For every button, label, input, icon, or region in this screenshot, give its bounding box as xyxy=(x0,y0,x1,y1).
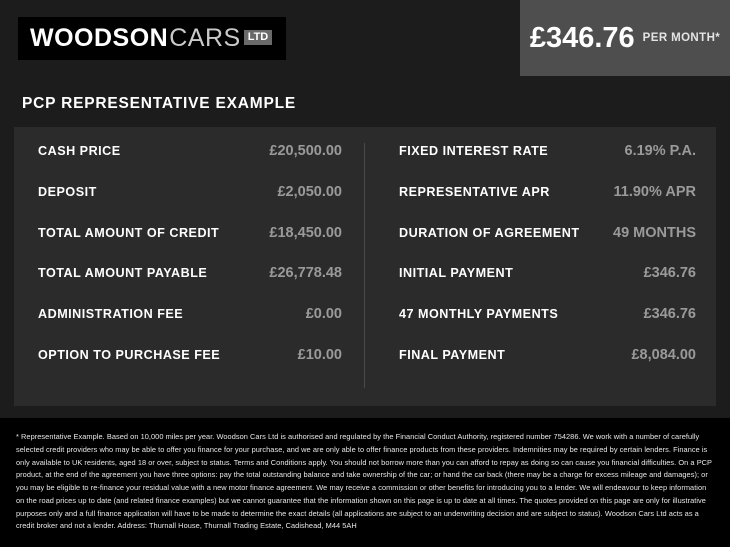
monthly-price-amount: £346.76 xyxy=(529,21,635,54)
page-header xyxy=(0,0,730,76)
row-label: TOTAL AMOUNT OF CREDIT xyxy=(38,225,220,240)
table-row xyxy=(26,225,350,266)
table-row xyxy=(387,225,704,266)
row-label: ADMINISTRATION FEE xyxy=(38,307,184,322)
row-label: DURATION OF AGREEMENT xyxy=(399,225,580,240)
row-value: £0.00 xyxy=(305,306,342,323)
page-title-bar xyxy=(0,76,730,127)
row-value: 6.19% P.A. xyxy=(624,143,696,159)
table-row xyxy=(26,265,350,306)
table-row xyxy=(26,184,350,225)
logo-text-primary: WOODSON xyxy=(30,23,169,52)
row-label: FINAL PAYMENT xyxy=(399,348,506,363)
table-row xyxy=(387,347,704,388)
row-value: £346.76 xyxy=(643,306,696,323)
row-value: £2,050.00 xyxy=(277,183,342,200)
table-row xyxy=(387,306,704,347)
brand-logo-area xyxy=(0,0,520,76)
row-value: 11.90% APR xyxy=(613,183,696,200)
row-label: DEPOSIT xyxy=(38,184,97,199)
row-value: £18,450.00 xyxy=(269,224,342,241)
logo-badge-ltd: LTD xyxy=(244,30,273,45)
table-row xyxy=(387,184,704,225)
logo-text-secondary: CARS xyxy=(169,23,241,52)
finance-details-left-column xyxy=(26,143,365,388)
monthly-price-unit: PER MONTH* xyxy=(642,32,721,44)
monthly-price-panel xyxy=(520,0,730,76)
table-row xyxy=(387,265,704,306)
row-value: 49 MONTHS xyxy=(613,224,696,241)
row-value: £8,084.00 xyxy=(631,347,696,364)
disclaimer-section xyxy=(0,418,730,547)
finance-details-right-column xyxy=(365,143,704,388)
row-label: REPRESENTATIVE APR xyxy=(399,184,550,199)
page-title: PCP REPRESENTATIVE EXAMPLE xyxy=(22,95,297,112)
row-label: INITIAL PAYMENT xyxy=(399,266,514,281)
table-row xyxy=(387,143,704,184)
row-label: FIXED INTEREST RATE xyxy=(399,144,549,158)
logo xyxy=(18,17,286,60)
table-row xyxy=(26,347,350,388)
table-row xyxy=(26,143,350,184)
row-label: 47 MONTHLY PAYMENTS xyxy=(399,307,559,322)
table-row xyxy=(26,306,350,347)
row-label: TOTAL AMOUNT PAYABLE xyxy=(38,266,208,281)
row-value: £20,500.00 xyxy=(269,143,342,159)
row-value: £10.00 xyxy=(297,347,342,364)
finance-details-panel xyxy=(14,127,716,406)
row-value: £26,778.48 xyxy=(269,265,342,282)
disclaimer-text: * Representative Example. Based on 10,000 miles per year. Woodson Cars Ltd is authorised and regulated by the Financial Conduct Authority, registered number 754286. We work with a number of carefully selected credit providers who may be able to offer you finance for your purchase, and we are only able to offer finance products from these providers. Indemnities may be required by certain lenders. Finance is only available to UK residents, aged 18 or over, subject to status. Terms and Conditions apply. You should not borrow more than you can afford to repay as doing so can cause you financial difficulties. On a PCP product, at the end of the agreement you have three options: pay the total outstanding balance and take ownership of the car; or hand the car back (there may be a charge for excess mileage and damages); or you may be eligible to re-finance your residual value with a new motor finance agreement. We may receive a commission or other benefits for introducing you to a lender. We will endeavour to keep information on the road prices up to date (and related finance examples) but we cannot guarantee that the information shown on this page is up to date at all times. The quotes provided on this page are only for illustrative purposes only and a full finance application will have to be made to determine the exact details (all applications are subject to an underwriting decision and are subject to status). Woodson Cars Ltd acts as a credit broker and not a lender. Address: Thurnall House, Thurnall Trading Estate, Cadishead, M44 5AH xyxy=(16,432,712,531)
row-value: £346.76 xyxy=(643,265,696,282)
row-label: OPTION TO PURCHASE FEE xyxy=(38,348,221,363)
row-label: CASH PRICE xyxy=(38,144,121,158)
